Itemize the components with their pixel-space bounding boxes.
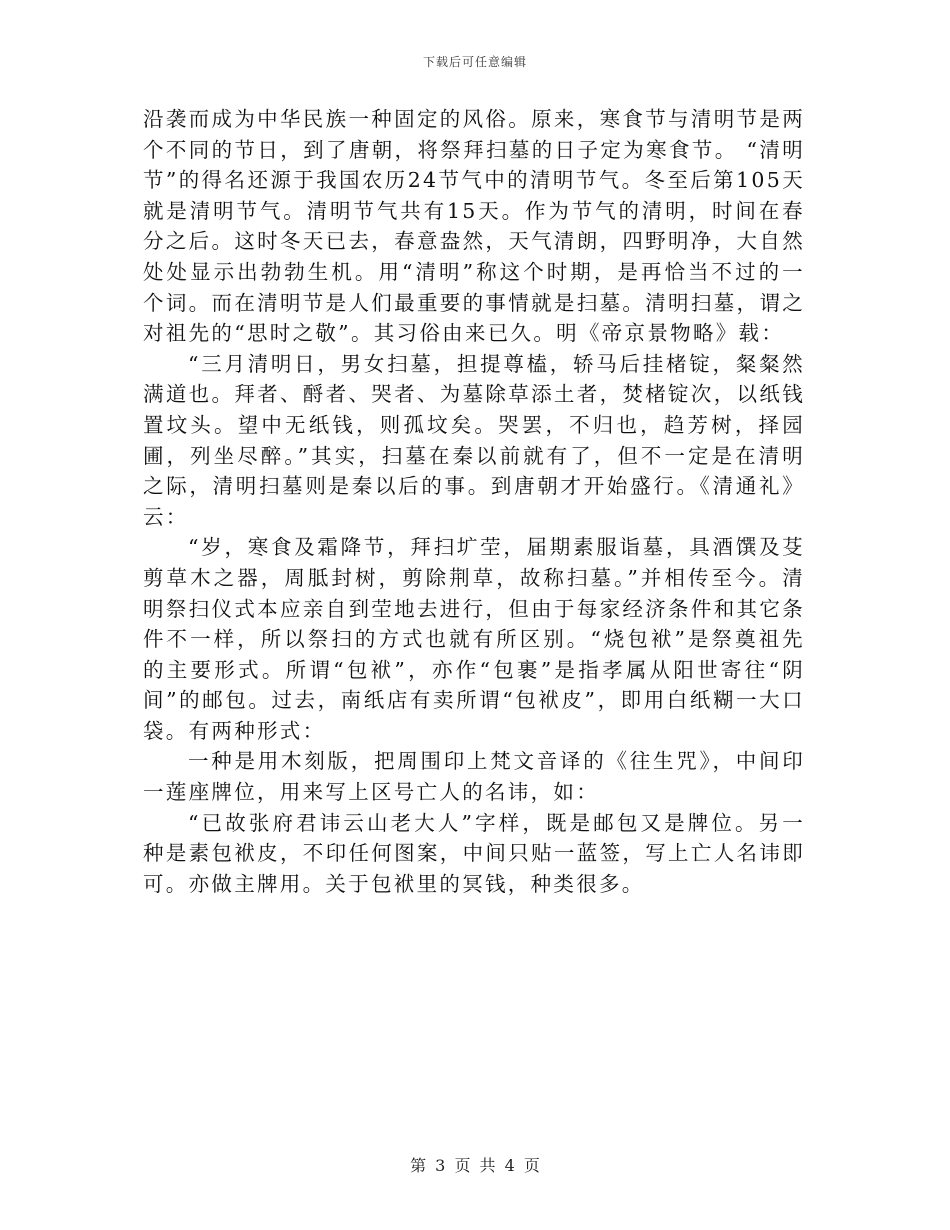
- body-paragraph-5: “已故张府君讳云山老大人”字样，既是邮包又是牌位。另一种是素包袱皮，不印任何图案，中间只贴一蓝签，写上亡人名讳即可。亦做主牌用。关于包袱里的冥钱，种类很多。: [143, 810, 805, 896]
- body-paragraph-2: “三月清明日，男女扫墓，担提尊榼，轿马后挂楮锭，粲粲然满道也。拜者、酹者、哭者、为墓除草添土者，焚楮锭次，以纸钱置坟头。望中无纸钱，则孤坟矣。哭罢，不归也，趋芳树，择园圃，列坐尽醉。”其实，扫墓在秦以前就有了，但不一定是在清明之际，清明扫墓则是秦以后的事。到唐朝才开始盛行。《清通礼》云：: [143, 351, 805, 529]
- body-paragraph-1: 沿袭而成为中华民族一种固定的风俗。原来，寒食节与清明节是两个不同的节日，到了唐朝，将祭拜扫墓的日子定为寒食节。 “清明节”的得名还源于我国农历24节气中的清明节气。冬至后第105天就是清明节气。清明节气共有15天。作为节气的清明，时间在春分之后。这时冬天已去，春意盎然，天气清朗，四野明净，大自然处处显示出勃勃生机。用“清明”称这个时期，是再恰当不过的一个词。而在清明节是人们最重要的事情就是扫墓。清明扫墓，谓之对祖先的“思时之敬”。其习俗由来已久。明《帝京景物略》载：: [143, 107, 805, 346]
- page-number-footer: 第 3 页 共 4 页: [410, 1156, 540, 1175]
- body-paragraph-4: 一种是用木刻版，把周围印上梵文音译的《往生咒》，中间印一莲座牌位，用来写上区号亡人的名讳，如：: [143, 749, 805, 805]
- body-paragraph-3: “岁，寒食及霜降节，拜扫圹茔，届期素服诣墓，具酒馔及芟剪草木之器，周胝封树，剪除荆草，故称扫墓。”并相传至今。清明祭扫仪式本应亲自到茔地去进行，但由于每家经济条件和其它条件不一样，所以祭扫的方式也就有所区别。“烧包袱”是祭奠祖先的主要形式。所谓“包袱”，亦作“包裹”是指孝属从阳世寄往“阴间”的邮包。过去，南纸店有卖所谓“包袱皮”，即用白纸糊一大口袋。有两种形式：: [143, 535, 805, 743]
- document-body: [143, 104, 805, 899]
- page-header-note: 下载后可任意编辑: [422, 55, 527, 69]
